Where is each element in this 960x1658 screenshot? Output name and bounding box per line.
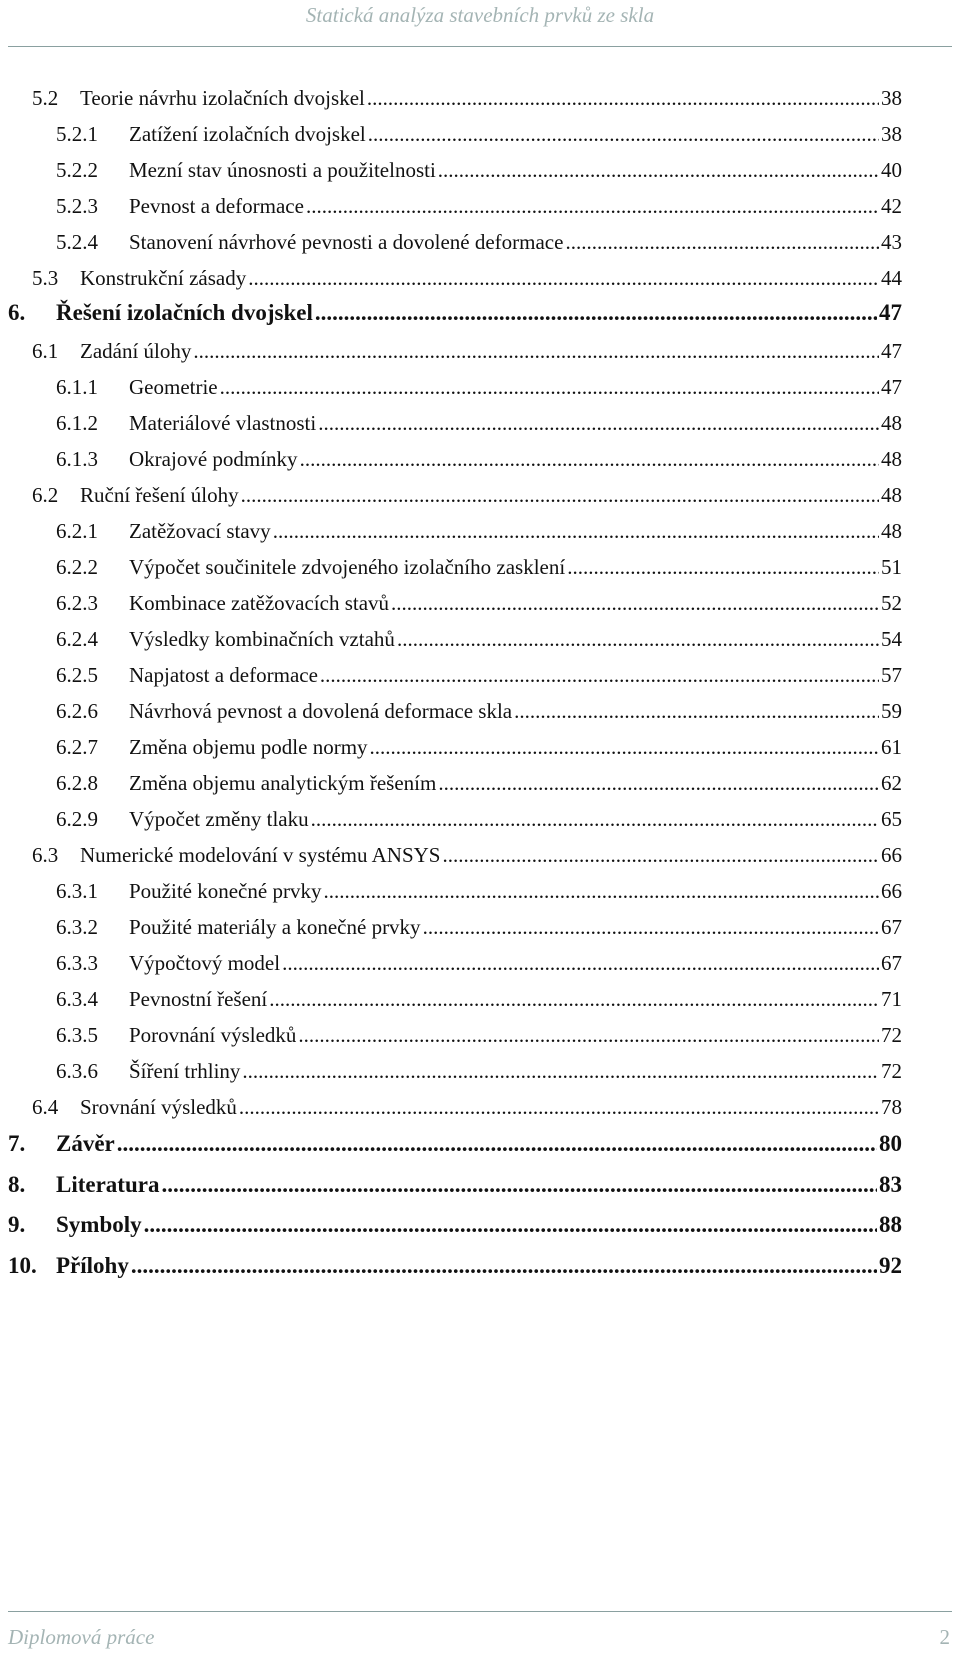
- toc-entry-number: 6.1.2: [56, 411, 98, 435]
- toc-entry-page: 67: [881, 951, 902, 975]
- toc-dot-leader: [144, 1208, 877, 1242]
- toc-entry-page: 71: [881, 987, 902, 1011]
- toc-entry-title: Literatura: [56, 1172, 160, 1197]
- toc-dot-leader: [323, 876, 879, 906]
- toc-entry[interactable]: [56, 768, 902, 798]
- toc-entry-number: 6.2.7: [56, 735, 98, 759]
- toc-entry-number: 6.3.4: [56, 987, 98, 1011]
- footer-page-number: 2: [939, 1625, 950, 1649]
- toc-entry-page: 48: [881, 411, 902, 435]
- toc-dot-leader: [391, 588, 879, 618]
- toc-entry[interactable]: [56, 732, 902, 762]
- toc-entry-number: 6.3.5: [56, 1023, 98, 1047]
- toc-dot-leader: [161, 1168, 877, 1202]
- toc-dot-leader: [306, 191, 879, 221]
- toc-entry-title: Použité materiály a konečné prvky: [129, 915, 421, 939]
- toc-entry[interactable]: [56, 227, 902, 257]
- toc-entry-title: Přílohy: [56, 1253, 129, 1278]
- footer-label: Diplomová práce: [8, 1625, 155, 1649]
- toc-entry-title: Šíření trhliny: [129, 1059, 241, 1083]
- toc-entry-page: 72: [881, 1023, 902, 1047]
- toc-dot-leader: [117, 1127, 877, 1161]
- toc-entry-page: 38: [881, 86, 902, 110]
- toc-entry-number: 6.3.1: [56, 879, 98, 903]
- toc-entry[interactable]: [8, 1208, 902, 1242]
- toc-entry-title: Změna objemu podle normy: [129, 735, 368, 759]
- toc-entry-title: Stanovení návrhové pevnosti a dovolené deformace: [129, 230, 564, 254]
- toc-dot-leader: [241, 480, 879, 510]
- toc-dot-leader: [367, 83, 879, 113]
- toc-entry-number: 6.3.2: [56, 915, 98, 939]
- toc-entry[interactable]: [56, 552, 902, 582]
- toc-entry-title: Zatěžovací stavy: [129, 519, 271, 543]
- toc-entry-page: 92: [879, 1253, 902, 1278]
- toc-entry-title: Zatížení izolačních dvojskel: [129, 122, 366, 146]
- toc-entry-title: Výpočet součinitele zdvojeného izolačního zasklení: [129, 555, 566, 579]
- toc-entry-number: 6.3.6: [56, 1059, 98, 1083]
- toc-entry-number: 5.2.2: [56, 158, 98, 182]
- toc-entry-title: Numerické modelování v systému ANSYS: [80, 843, 441, 867]
- toc-dot-leader: [318, 408, 879, 438]
- toc-entry[interactable]: [56, 1020, 902, 1050]
- toc-entry-number: 6.2.9: [56, 807, 98, 831]
- toc-entry-page: 61: [881, 735, 902, 759]
- toc-entry-page: 83: [879, 1172, 902, 1197]
- toc-entry-page: 59: [881, 699, 902, 723]
- toc-entry-page: 67: [881, 915, 902, 939]
- toc-entry-title: Teorie návrhu izolačních dvojskel: [80, 86, 365, 110]
- toc-entry-page: 38: [881, 122, 902, 146]
- toc-entry-title: Porovnání výsledků: [129, 1023, 297, 1047]
- toc-dot-leader: [300, 444, 879, 474]
- toc-entry[interactable]: [56, 516, 902, 546]
- toc-dot-leader: [248, 263, 879, 293]
- toc-entry-page: 52: [881, 591, 902, 615]
- toc-entry[interactable]: [32, 83, 902, 113]
- toc-entry-page: 62: [881, 771, 902, 795]
- toc-entry[interactable]: [56, 876, 902, 906]
- toc-entry[interactable]: [8, 1127, 902, 1161]
- toc-entry-number: 6.: [8, 300, 26, 325]
- toc-entry-number: 6.2.2: [56, 555, 98, 579]
- toc-entry-page: 80: [879, 1131, 902, 1156]
- toc-entry-number: 5.3: [32, 266, 59, 290]
- toc-dot-leader: [220, 372, 879, 402]
- toc-entry-number: 6.2.6: [56, 699, 98, 723]
- toc-entry-page: 40: [881, 158, 902, 182]
- toc-entry-number: 10.: [8, 1253, 37, 1278]
- toc-entry-number: 6.4: [32, 1095, 59, 1119]
- toc-entry-number: 6.3: [32, 843, 59, 867]
- toc-entry-title: Závěr: [56, 1131, 115, 1156]
- toc-entry-number: 6.2.3: [56, 591, 98, 615]
- toc-dot-leader: [320, 660, 879, 690]
- toc-entry-page: 78: [881, 1095, 902, 1119]
- toc-dot-leader: [242, 1056, 879, 1086]
- toc-entry-page: 51: [881, 555, 902, 579]
- toc-entry-title: Výsledky kombinačních vztahů: [129, 627, 395, 651]
- toc-entry-number: 5.2.3: [56, 194, 98, 218]
- toc-entry-page: 48: [881, 519, 902, 543]
- toc-entry[interactable]: [32, 840, 902, 870]
- toc-entry[interactable]: [32, 336, 902, 366]
- toc-dot-leader: [269, 984, 879, 1014]
- toc-entry[interactable]: [56, 191, 902, 221]
- toc-entry-title: Návrhová pevnost a dovolená deformace skla: [129, 699, 513, 723]
- toc-entry-number: 6.1: [32, 339, 59, 363]
- toc-entry-number: 8.: [8, 1172, 26, 1197]
- toc-dot-leader: [315, 296, 877, 330]
- toc-entry[interactable]: [56, 660, 902, 690]
- toc-entry-number: 6.1.3: [56, 447, 98, 471]
- toc-dot-leader: [298, 1020, 879, 1050]
- toc-dot-leader: [311, 804, 879, 834]
- toc-entry-title: Symboly: [56, 1212, 142, 1237]
- toc-entry-title: Výpočet změny tlaku: [129, 807, 309, 831]
- toc-entry[interactable]: [32, 1092, 902, 1122]
- toc-entry[interactable]: [56, 912, 902, 942]
- toc-entry-page: 48: [881, 483, 902, 507]
- toc-entry[interactable]: [32, 263, 902, 293]
- toc-entry-number: 6.2: [32, 483, 59, 507]
- toc-entry-title: Pevnost a deformace: [129, 194, 304, 218]
- toc-dot-leader: [442, 840, 879, 870]
- toc-entry-page: 54: [881, 627, 902, 651]
- toc-entry-page: 47: [881, 339, 902, 363]
- toc-entry-number: 9.: [8, 1212, 26, 1237]
- toc-entry-number: 6.2.1: [56, 519, 98, 543]
- toc-entry-title: Okrajové podmínky: [129, 447, 298, 471]
- toc-entry-title: Změna objemu analytickým řešením: [129, 771, 437, 795]
- toc-entry-page: 47: [881, 375, 902, 399]
- toc-entry-number: 7.: [8, 1131, 26, 1156]
- toc-entry-page: 65: [881, 807, 902, 831]
- toc-entry-title: Pevnostní řešení: [129, 987, 268, 1011]
- toc-entry-title: Konstrukční zásady: [80, 266, 247, 290]
- toc-entry-page: 43: [881, 230, 902, 254]
- toc-entry-page: 48: [881, 447, 902, 471]
- toc-dot-leader: [514, 696, 879, 726]
- running-header: Statická analýza stavebních prvků ze skla: [305, 3, 655, 27]
- toc-dot-leader: [273, 516, 879, 546]
- toc-entry-page: 66: [881, 879, 902, 903]
- toc-entry[interactable]: [56, 119, 902, 149]
- toc-entry-title: Použité konečné prvky: [129, 879, 322, 903]
- toc-entry-page: 44: [881, 266, 902, 290]
- toc-dot-leader: [368, 119, 879, 149]
- toc-entry-title: Ruční řešení úlohy: [80, 483, 239, 507]
- toc-entry-title: Mezní stav únosnosti a použitelnosti: [129, 158, 436, 182]
- toc-entry[interactable]: [56, 155, 902, 185]
- toc-entry[interactable]: [56, 444, 902, 474]
- toc-dot-leader: [397, 624, 879, 654]
- toc-entry-page: 72: [881, 1059, 902, 1083]
- toc-entry-page: 47: [879, 300, 902, 325]
- toc-entry-number: 6.2.4: [56, 627, 98, 651]
- toc-entry[interactable]: [56, 372, 902, 402]
- toc-entry-number: 6.2.5: [56, 663, 98, 687]
- toc-entry[interactable]: [56, 408, 902, 438]
- toc-dot-leader: [565, 227, 879, 257]
- toc-entry-title: Řešení izolačních dvojskel: [56, 300, 313, 325]
- toc-entry-title: Materiálové vlastnosti: [129, 411, 317, 435]
- toc-dot-leader: [131, 1249, 877, 1283]
- toc-dot-leader: [423, 912, 879, 942]
- toc-entry-number: 6.3.3: [56, 951, 98, 975]
- toc-entry[interactable]: [56, 1056, 902, 1086]
- toc-entry-number: 6.1.1: [56, 375, 98, 399]
- toc-entry-page: 88: [879, 1212, 902, 1237]
- toc-dot-leader: [370, 732, 879, 762]
- toc-entry[interactable]: [8, 1168, 902, 1202]
- toc-entry-number: 5.2.4: [56, 230, 98, 254]
- toc-dot-leader: [567, 552, 879, 582]
- toc-entry-title: Srovnání výsledků: [80, 1095, 237, 1119]
- toc-dot-leader: [193, 336, 879, 366]
- toc-entry-number: 5.2: [32, 86, 59, 110]
- toc-entry-number: 6.2.8: [56, 771, 98, 795]
- toc-dot-leader: [438, 155, 879, 185]
- toc-entry-page: 57: [881, 663, 902, 687]
- toc-entry-title: Výpočtový model: [129, 951, 281, 975]
- toc-entry-title: Geometrie: [129, 375, 218, 399]
- toc-entry[interactable]: [32, 480, 902, 510]
- toc-entry[interactable]: [56, 588, 902, 618]
- toc-entry[interactable]: [8, 1249, 902, 1283]
- toc-entry[interactable]: [8, 296, 902, 330]
- toc-entry-title: Kombinace zatěžovacích stavů: [129, 591, 390, 615]
- footer-divider: [8, 1611, 952, 1612]
- toc-entry[interactable]: [56, 984, 902, 1014]
- toc-entry-number: 5.2.1: [56, 122, 98, 146]
- toc-entry-title: Napjatost a deformace: [129, 663, 318, 687]
- toc-entry-title: Zadání úlohy: [80, 339, 192, 363]
- toc-entry[interactable]: [56, 624, 902, 654]
- toc-dot-leader: [438, 768, 879, 798]
- toc-entry[interactable]: [56, 948, 902, 978]
- toc-entry-page: 66: [881, 843, 902, 867]
- toc-entry-page: 42: [881, 194, 902, 218]
- toc-entry[interactable]: [56, 804, 902, 834]
- toc-entry[interactable]: [56, 696, 902, 726]
- toc-dot-leader: [282, 948, 879, 978]
- header-divider: [8, 46, 952, 47]
- toc-dot-leader: [239, 1092, 879, 1122]
